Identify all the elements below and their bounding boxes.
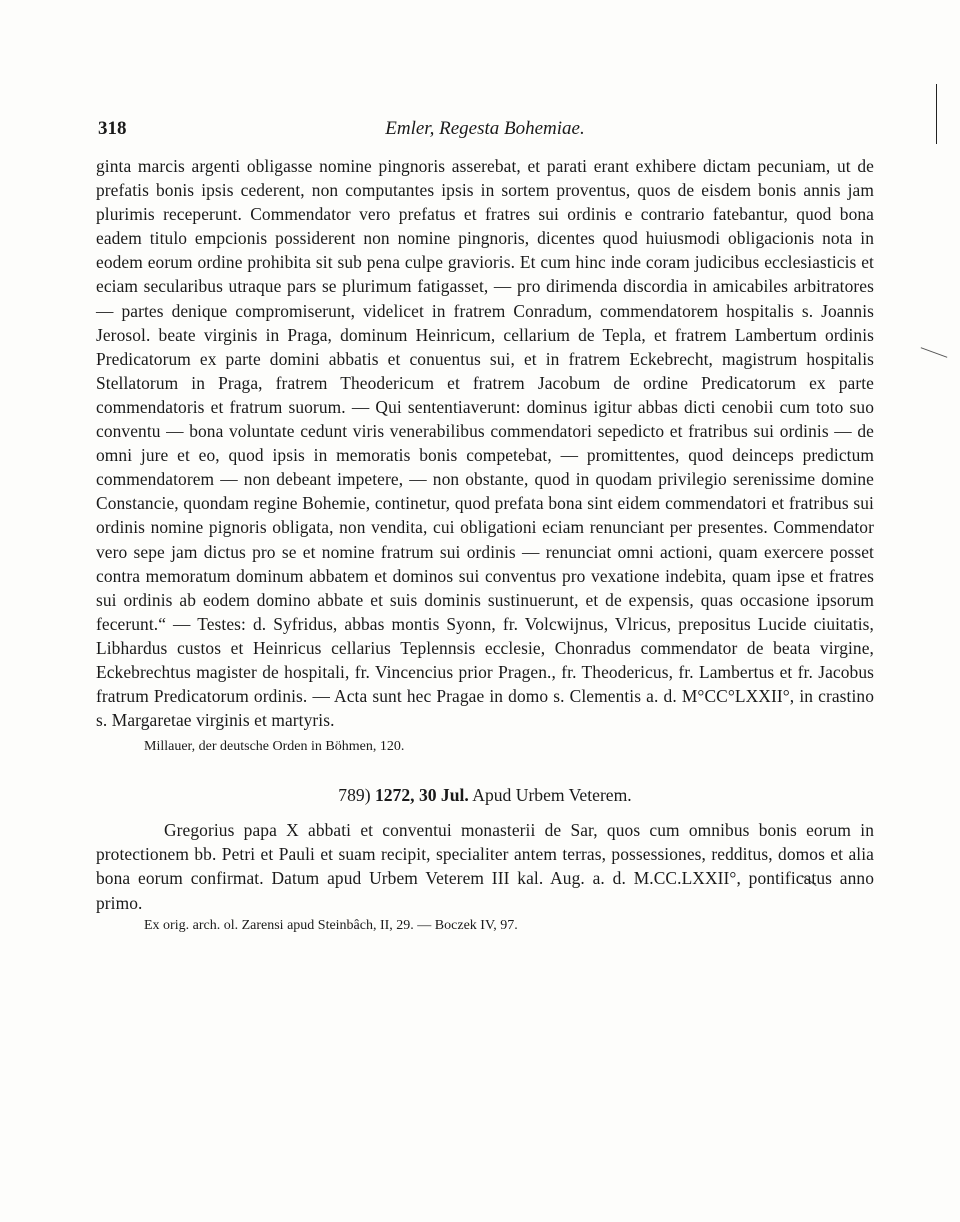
entry-text: Gregorius papa X abbati et conventui monasterii de Sar, quos cum omnibus bonis eorum in protectionem bb. Petri et Pauli et suam recipit, specialiter antem terras, possessiones, redditus, domos et alia bona eorum confirmat. Datum apud Urbem Veterem III kal. Aug. a. d. M.CC.LXXII°, pontificatus anno primo.: [96, 820, 874, 913]
page-number: 318: [98, 118, 127, 139]
margin-rule: [936, 84, 937, 144]
entry-number: 789): [338, 785, 371, 806]
entry-place: Apud Urbem Veterem.: [472, 785, 632, 806]
body-paragraph: ginta marcis argenti obligasse nomine pingnoris asserebat, et parati erant exhibere dictam pecuniam, ut de prefatis bonis ipsis cederent, non computantes ipsis in sortem proventus, quos de eisdem bonis annis jam plurimis receperunt. Commendator vero prefatus et fratres sui ordinis e contrario fatebantur, quod bona eadem titulo empcionis possiderent non nomine pingnoris, dicentes quod huiusmodi obligacionis nota in eodem eorum ordine prohibita sit sub pena culpe gravioris. Et cum hinc inde coram judicibus ecclesiasticis et eciam secularibus utraque pars se plurimum fatigasset, — pro dirimenda discordia in amicabiles arbitratores — partes denique compromiserunt, videlicet in fratrem Conradum, commendatorem hospitalis s. Joannis Jerosol. beate virginis in Praga, dominum Heinricum, cellarium de Tepla, et fratrem Lambertum ordinis Predicatorum ex parte domini abbatis et conuentus sui, et in fratrem Eckebrecht, magistrum hospitalis Stellatorum in Praga, fratrem Theodericum et fratrem Jacobum de ordine Predicatorum ex parte commendatoris et fratrum suorum. — Qui sententiaverunt: dominus igitur abbas dicti cenobii cum toto suo conventu — bona voluntate cedunt viris venerabilibus commendatori sepedicto et fratribus sui ordinis — de omni jure et eo, quod ipsis in memoratis bonis competebat, — promittentes, quod deinceps predictum commendatorem — non debeant impetere, — non obstante, quod in quodam privilegio serenissime domine Constancie, quondam regine Bohemie, continetur, quod prefata bona sint eidem commendatori et fratribus sui ordinis nomine pignoris obligata, non vendita, cui obligationi eciam renunciant per presentes. Commendator vero sepe jam dictus pro se et nomine fratrum sui ordinis — renunciat omni actioni, quam exercere posset contra memoratum dominum abbatem et dominos sui conventus pro vexatione indebita, quam ipse et fratres sui ordinis ab eodem domino abbate et suis dominis sustinuerunt, et de expensis, quas occasione ipsorum fecerunt.“ — Testes: d. Syfridus, abbas montis Syonn, fr. Volcwijnus, Vlricus, prepositus Lucide ciuitatis, Libhardus custos et Heinricus cellarius Teplennsis ecclesie, Chonradus commendator de beata virgine, Eckebrechtus magister de hospitali, fr. Vincencius prior Pragen., fr. Theodericus, fr. Lambertus et fr. Jacobus fratrum Predicatorum ordinis. — Acta sunt hec Pragae in domo s. Clementis a. d. M°CC°LXXII°, in crastino s. Margaretae virginis et martyris.: [96, 156, 874, 731]
margin-mark: [921, 347, 948, 358]
entry-date: 1272, 30 Jul.: [374, 785, 469, 806]
running-title: Emler, Regesta Bohemiae.: [385, 118, 585, 139]
source-note: Millauer, der deutsche Orden in Böhmen, 120.: [144, 739, 405, 755]
page: [96, 112, 874, 937]
running-head: [96, 112, 874, 142]
entry-source: Ex orig. arch. ol. Zarensi apud Steinbâch, II, 29. — Boczek IV, 97.: [144, 917, 518, 933]
entry-header: [96, 782, 874, 808]
